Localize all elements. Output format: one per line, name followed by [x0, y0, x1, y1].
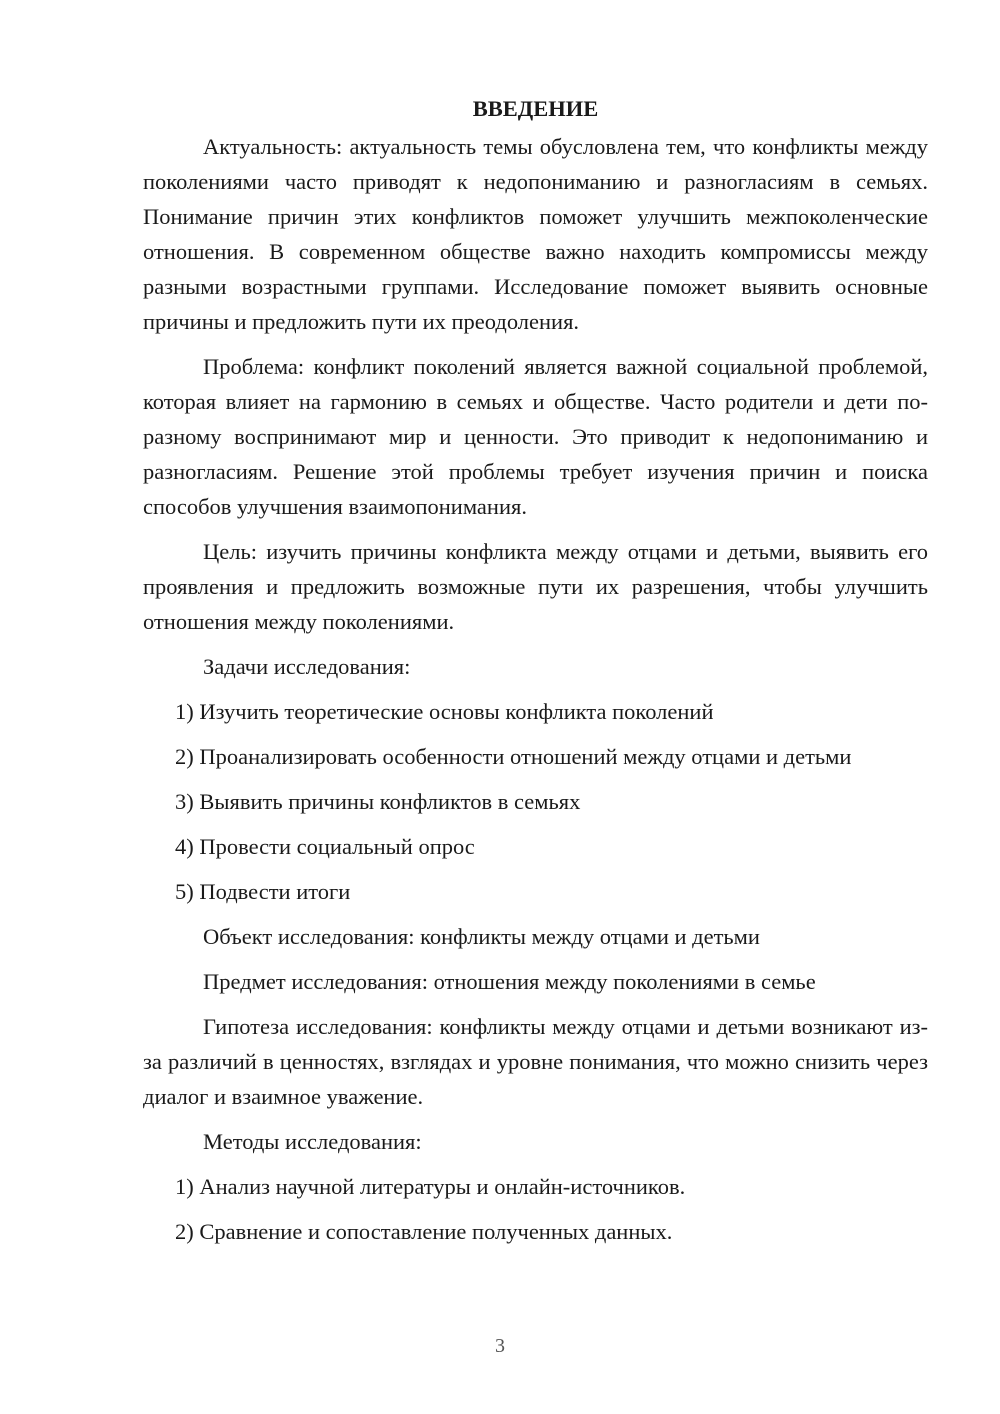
tasks-title: Задачи исследования:: [203, 654, 411, 679]
tasks-list: [143, 694, 928, 909]
goal-paragraph: Цель: изучить причины конфликта между отцами и детьми, выявить его проявления и предложить возможные пути их разрешения, чтобы улучшить отношения между поколениями.: [143, 539, 928, 634]
document-page: [143, 90, 928, 1259]
list-item: 1) Изучить теоретические основы конфликта поколений: [175, 699, 714, 724]
subject-line: Предмет исследования: отношения между поколениями в семье: [203, 969, 816, 994]
page-title: ВВЕДЕНИЕ: [472, 96, 599, 121]
list-item: 4) Провести социальный опрос: [175, 834, 475, 859]
list-item: 1) Анализ научной литературы и онлайн-источников.: [175, 1174, 686, 1199]
list-item: 3) Выявить причины конфликтов в семьях: [175, 789, 581, 814]
hypothesis-paragraph: Гипотеза исследования: конфликты между отцами и детьми возникают из-за различий в ценностях, взглядах и уровне понимания, что можно снизить через диалог и взаимное уважение.: [143, 1014, 928, 1109]
relevance-paragraph: Актуальность: актуальность темы обусловлена тем, что конфликты между поколениями часто приводят к недопониманию и разногласиям в семьях. Понимание причин этих конфликтов поможет улучшить межпоколенческие отношения. В современном обществе важно находить компромиссы между разными возрастными группами. Исследование поможет выявить основные причины и предложить пути их преодоления.: [143, 134, 928, 334]
problem-paragraph: Проблема: конфликт поколений является важной социальной проблемой, которая влияет на гармонию в семьях и обществе. Часто родители и дети по-разному воспринимают мир и ценности. Это приводит к недопониманию и разногласиям. Решение этой проблемы требует изучения причин и поиска способов улучшения взаимопонимания.: [143, 354, 928, 519]
methods-title: Методы исследования:: [203, 1129, 422, 1154]
list-item: 2) Сравнение и сопоставление полученных данных.: [175, 1219, 673, 1244]
list-item: 2) Проанализировать особенности отношений между отцами и детьми: [175, 744, 852, 769]
object-line: Объект исследования: конфликты между отцами и детьми: [203, 924, 760, 949]
list-item: 5) Подвести итоги: [175, 879, 351, 904]
methods-list: [143, 1169, 928, 1249]
page-number: 3: [495, 1335, 505, 1357]
